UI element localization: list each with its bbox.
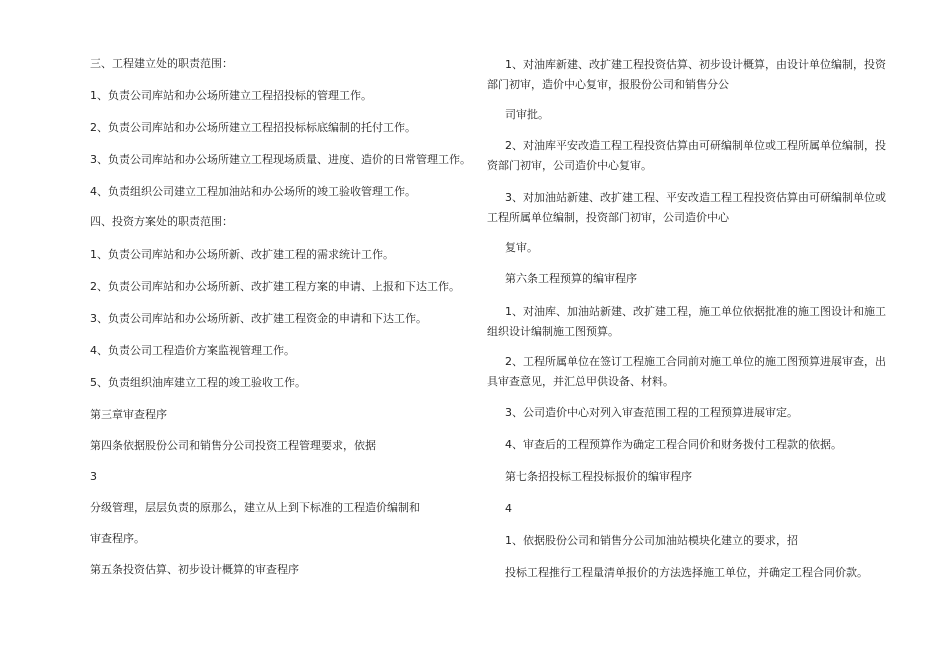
paragraph: 4、审查后的工程预算作为确定工程合同价和财务拨付工程款的依据。 bbox=[505, 438, 842, 451]
paragraph: 复审。 bbox=[505, 241, 538, 254]
paragraph: 2、负责公司库站和办公场所新、改扩建工程方案的申请、上报和下达工作。 bbox=[90, 280, 460, 293]
paragraph: 2、对油库平安改造工程工程投资估算由可研编制单位或工程所属单位编制，投 bbox=[505, 139, 886, 152]
paragraph: 3、对加油站新建、改扩建工程、平安改造工程工程投资估算由可研编制单位或 bbox=[505, 191, 886, 204]
page-number: 4 bbox=[505, 502, 512, 515]
paragraph: 3、负责公司库站和办公场所新、改扩建工程资金的申请和下达工作。 bbox=[90, 312, 427, 325]
paragraph: 5、负责组织油库建立工程的竣工验收工作。 bbox=[90, 376, 306, 389]
paragraph: 3、公司造价中心对列入审查范围工程的工程预算进展审定。 bbox=[505, 406, 798, 419]
paragraph: 工程所属单位编制，投资部门初审，公司造价中心 bbox=[487, 211, 729, 224]
paragraph: 1、对油库、加油站新建、改扩建工程，施工单位依据批准的施工图设计和施工 bbox=[505, 305, 886, 318]
section-heading: 三、工程建立处的职责范围： bbox=[90, 57, 233, 70]
paragraph: 部门初审，造价中心复审，报股份公司和销售分公 bbox=[487, 78, 729, 91]
paragraph: 1、负责公司库站和办公场所建立工程招投标的管理工作。 bbox=[90, 89, 372, 102]
paragraph: 组织设计编制施工图预算。 bbox=[487, 325, 619, 338]
paragraph: 3、负责公司库站和办公场所建立工程现场质量、进度、造价的日常管理工作。 bbox=[90, 153, 471, 166]
paragraph: 司审批。 bbox=[505, 108, 549, 121]
article-heading: 第七条招投标工程投标报价的编审程序 bbox=[505, 470, 692, 483]
article-heading: 第六条工程预算的编审程序 bbox=[505, 272, 637, 285]
section-heading: 四、投资方案处的职责范围： bbox=[90, 215, 233, 228]
paragraph: 投标工程推行工程量清单报价的方法选择施工单位，并确定工程合同价款。 bbox=[505, 566, 868, 579]
paragraph: 资部门初审，公司造价中心复审。 bbox=[487, 159, 652, 172]
chapter-heading: 第三章审查程序 bbox=[90, 408, 167, 421]
paragraph: 1、对油库新建、改扩建工程投资估算、初步设计概算，由设计单位编制，投资 bbox=[505, 58, 886, 71]
article-heading: 第五条投资估算、初步设计概算的审查程序 bbox=[90, 563, 299, 576]
paragraph: 分级管理，层层负责的原那么，建立从上到下标准的工程造价编制和 bbox=[90, 501, 420, 514]
page-number: 3 bbox=[90, 470, 97, 483]
paragraph: 审查程序。 bbox=[90, 532, 145, 545]
paragraph: 具审查意见，并汇总甲供设备、材料。 bbox=[487, 375, 674, 388]
paragraph: 1、负责公司库站和办公场所新、改扩建工程的需求统计工作。 bbox=[90, 248, 394, 261]
paragraph: 1、依据股份公司和销售分公司加油站模块化建立的要求，招 bbox=[505, 534, 798, 547]
paragraph: 4、负责组织公司建立工程加油站和办公场所的竣工验收管理工作。 bbox=[90, 185, 416, 198]
paragraph: 第四条依据股份公司和销售分公司投资工程管理要求，依据 bbox=[90, 439, 376, 452]
paragraph: 2、工程所属单位在签订工程施工合同前对施工单位的施工图预算进展审查，出 bbox=[505, 355, 886, 368]
paragraph: 2、负责公司库站和办公场所建立工程招投标标底编制的托付工作。 bbox=[90, 121, 416, 134]
paragraph: 4、负责公司工程造价方案监视管理工作。 bbox=[90, 344, 295, 357]
